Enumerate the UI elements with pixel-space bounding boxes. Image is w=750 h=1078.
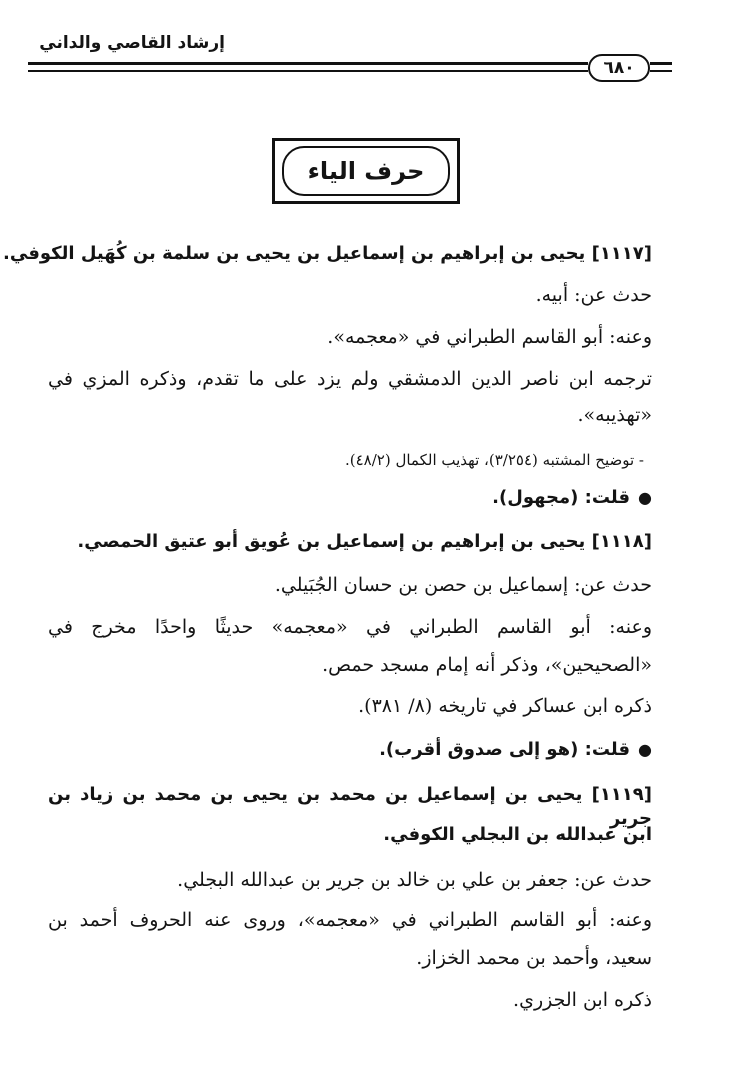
bullet-icon: ● xyxy=(638,488,652,507)
header-rule-top xyxy=(28,62,588,65)
page-number: ٦٨٠ xyxy=(588,54,650,82)
header-rule-bottom xyxy=(28,70,588,72)
header-rule-right-top xyxy=(650,62,672,65)
entry-teachers: حدث عن: إسماعيل بن حصن بن حسان الجُبَيلي. xyxy=(274,574,652,596)
entry-heading-cont: ابن عبدالله بن البجلي الكوفي. xyxy=(383,824,652,845)
entry-verdict xyxy=(492,486,652,510)
chapter-title: حرف الياء xyxy=(282,146,450,196)
entry-teachers: حدث عن: أبيه. xyxy=(535,284,652,306)
entry-heading: [١١١٩] يحيى بن إسماعيل بن محمد بن يحيى بن محمد بن زياد بن جرير xyxy=(48,784,652,829)
entry-note: ذكره ابن عساكر في تاريخه (٨/ ٣٨١). xyxy=(358,695,652,717)
entry-heading: [١١١٧] يحيى بن إبراهيم بن إسماعيل بن يحيى بن سلمة بن كُهَيل الكوفي. xyxy=(3,243,652,264)
verdict-text: قلت: (هو إلى صدوق أقرب). xyxy=(379,739,631,760)
entry-note-cont: «تهذيبه». xyxy=(577,404,652,426)
entry-note: ذكره ابن الجزري. xyxy=(513,989,652,1011)
bullet-icon: ● xyxy=(638,740,652,759)
entry-students-cont: سعيد، وأحمد بن محمد الخزاز. xyxy=(416,947,652,969)
header-rule-right-bottom xyxy=(650,70,672,72)
entry-teachers: حدث عن: جعفر بن علي بن خالد بن جرير بن عبدالله البجلي. xyxy=(177,869,652,891)
entry-students-cont: «الصحيحين»، وذكر أنه إمام مسجد حمص. xyxy=(322,654,652,676)
entry-footnote: - توضيح المشتبه (٣/٢٥٤)، تهذيب الكمال (٤٨/٢). xyxy=(344,451,644,469)
running-title: إرشاد القاصي والداني xyxy=(39,33,225,53)
entry-note: ترجمه ابن ناصر الدين الدمشقي ولم يزد على ما تقدم، وذكره المزي في xyxy=(48,368,652,390)
entry-verdict xyxy=(379,738,652,762)
entry-students: وعنه: أبو القاسم الطبراني في «معجمه» حديثًا واحدًا مخرج في xyxy=(48,616,652,638)
entry-heading: [١١١٨] يحيى بن إبراهيم بن إسماعيل بن عُويق أبو عتيق الحمصي. xyxy=(77,531,652,552)
entry-students: وعنه: أبو القاسم الطبراني في «معجمه». xyxy=(327,326,652,348)
entry-students: وعنه: أبو القاسم الطبراني في «معجمه»، وروى عنه الحروف أحمد بن xyxy=(48,909,652,931)
verdict-text: قلت: (مجهول). xyxy=(492,487,631,508)
